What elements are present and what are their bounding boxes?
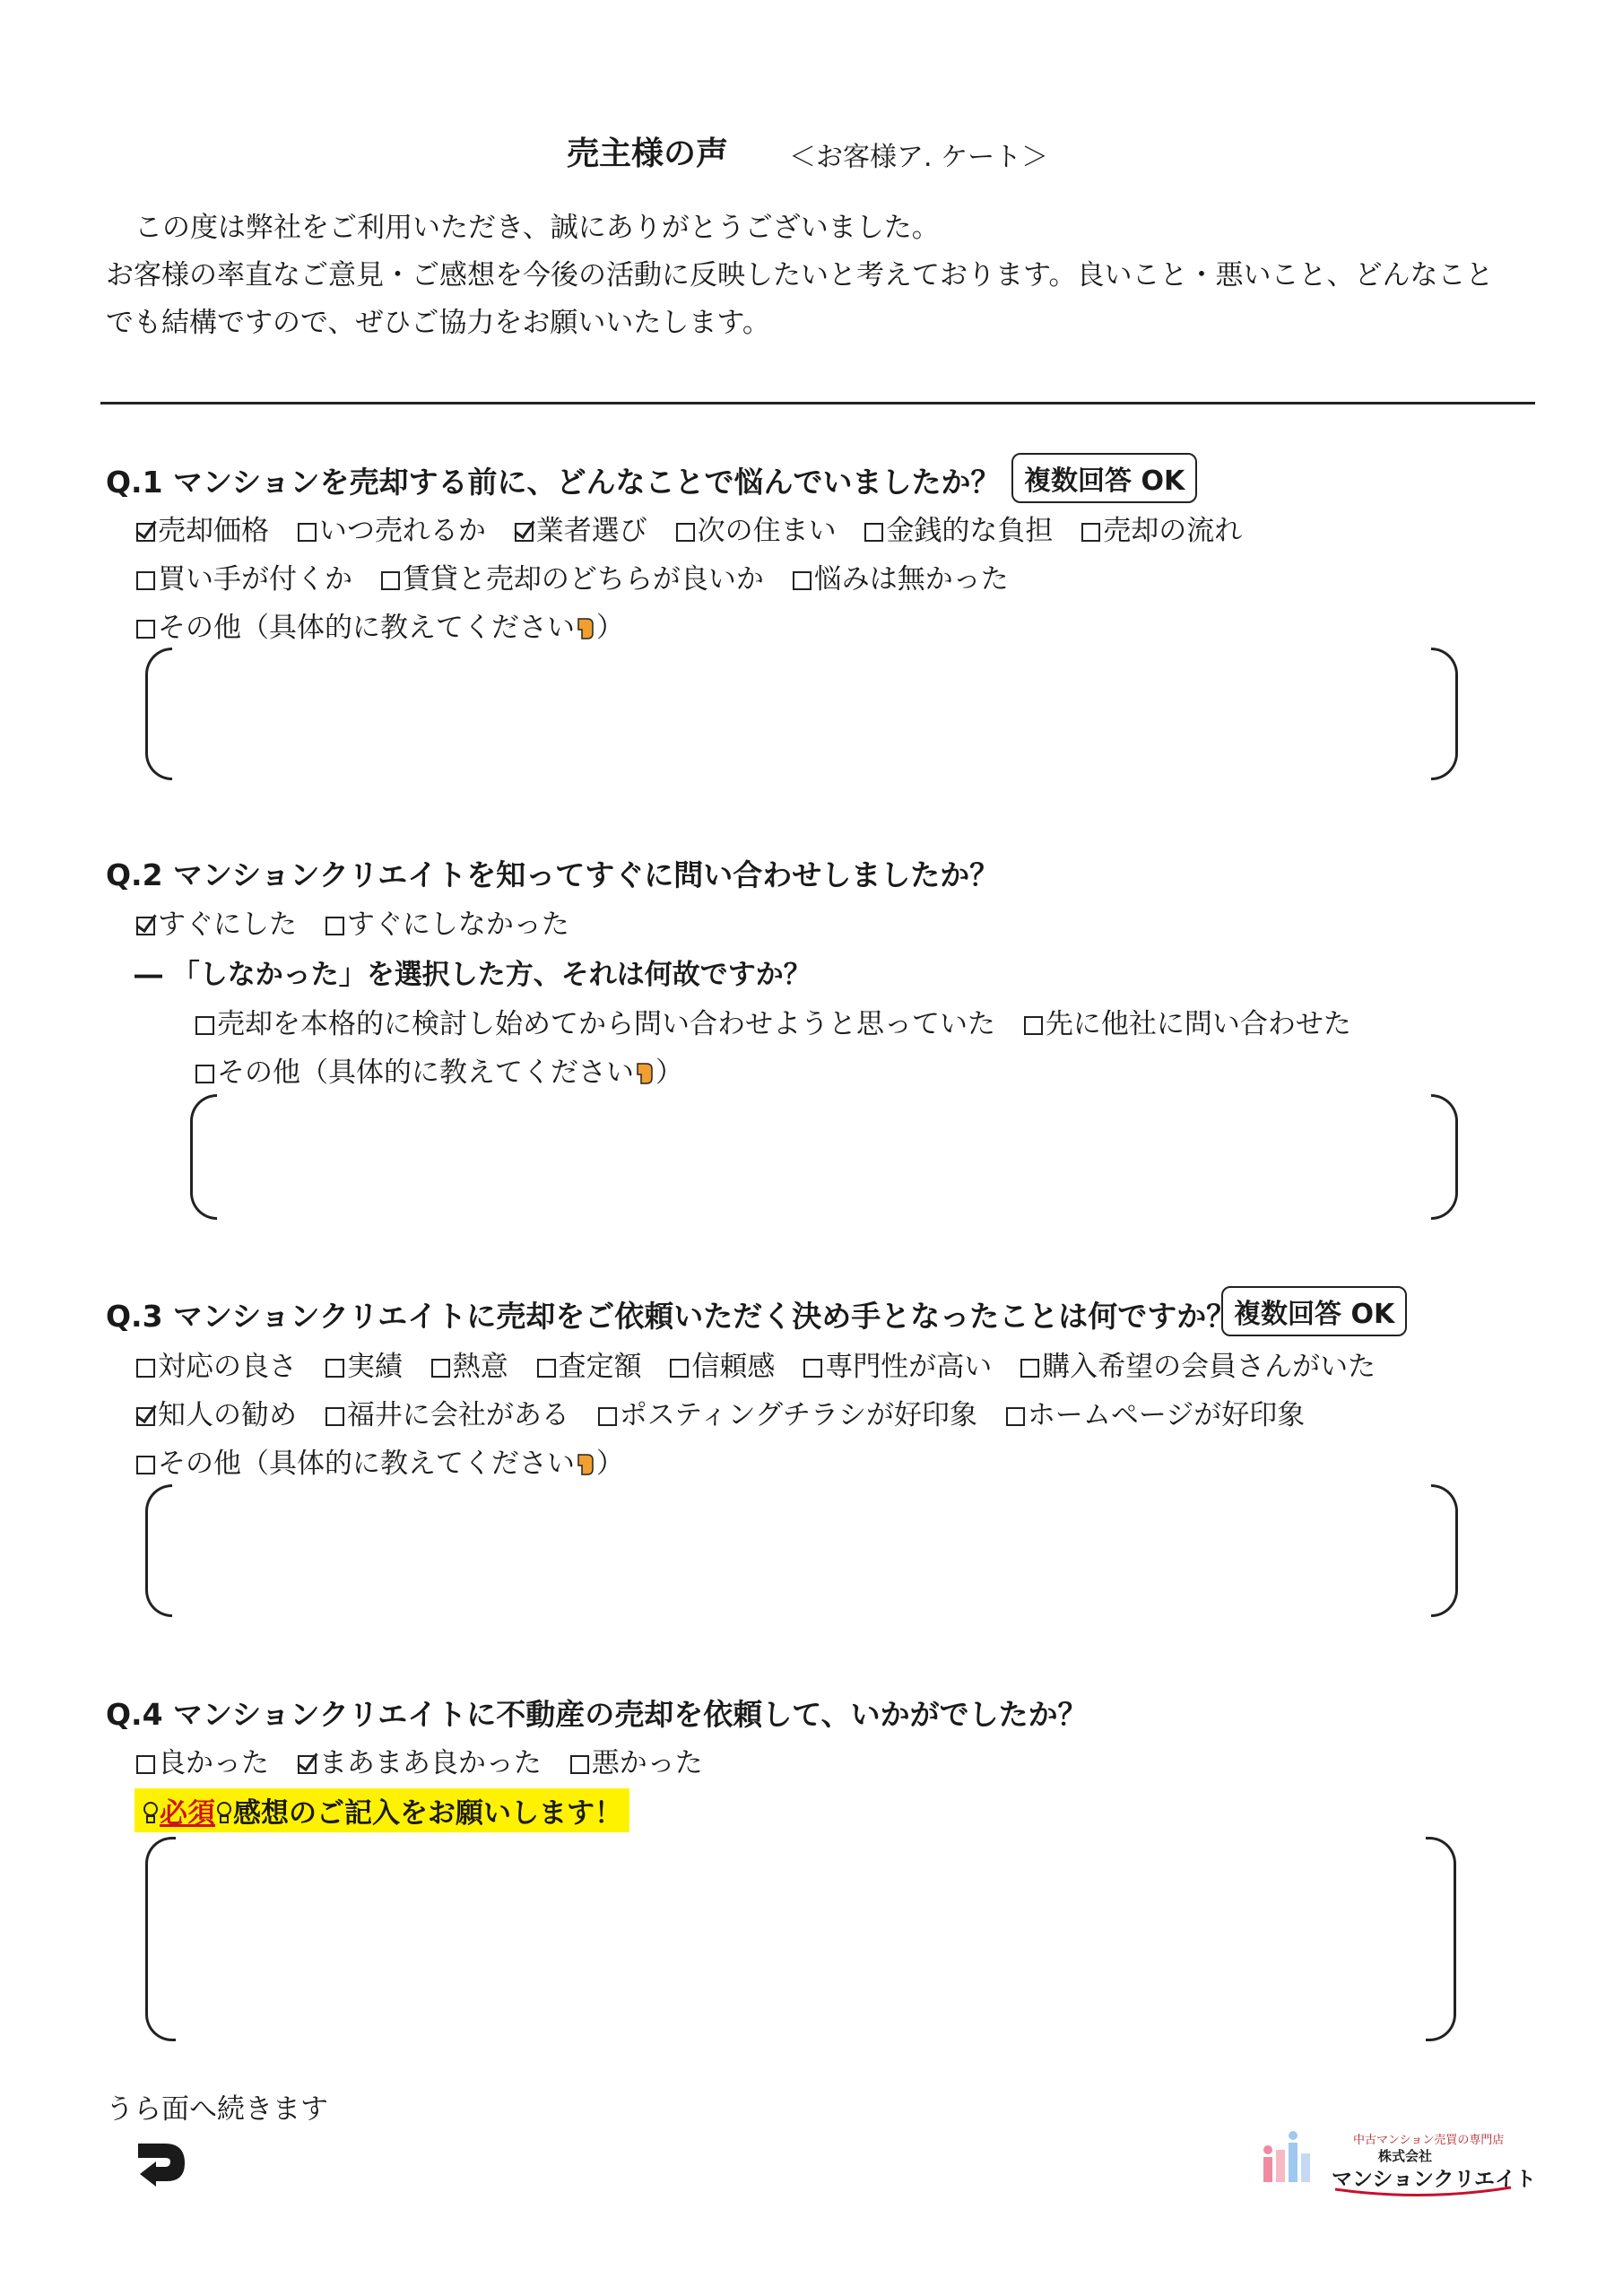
page-title: 売主様の声 <box>567 135 729 172</box>
checkbox[interactable] <box>431 1359 450 1378</box>
q2-options <box>136 901 569 942</box>
q3-option-fukui-office[interactable]: 福井に会社がある <box>325 1399 569 1431</box>
q2-option-immediately[interactable]: すぐにした <box>136 909 297 941</box>
intro-line-2: お客様の率直なご意見・ご感想を今後の活動に反映したいと考えております。良いこと・悪いこと、どんなこと <box>106 259 1494 291</box>
q1-option-flow[interactable]: 売却の流れ <box>1081 515 1242 547</box>
checkbox[interactable] <box>803 1359 822 1378</box>
checkbox[interactable] <box>136 620 155 639</box>
checkbox[interactable] <box>537 1359 556 1378</box>
q2-sub-option-considering[interactable]: 売却を本格的に検討し始めてから問い合わせようと思っていた <box>195 1008 995 1040</box>
logo-swoosh <box>1333 2186 1513 2198</box>
checkbox[interactable] <box>136 917 155 935</box>
q3-option-track-record[interactable]: 実績 <box>325 1351 403 1383</box>
intro-line-1: この度は弊社をご利用いただき、誠にありがとうございました。 <box>135 212 940 244</box>
checkbox[interactable] <box>195 1016 214 1035</box>
q3-question: Q.3 マンションクリエイトに売却をご依頼いただく決め手となったことは何ですか？ <box>106 1299 1237 1334</box>
q3-option-expertise[interactable]: 専門性が高い <box>803 1351 992 1383</box>
checkbox[interactable] <box>298 523 317 542</box>
checkbox[interactable] <box>136 1359 155 1378</box>
checkbox[interactable] <box>676 523 695 542</box>
q4-required-banner <box>135 1788 629 1832</box>
q4-comment-area[interactable] <box>184 1837 1421 2041</box>
checkbox[interactable] <box>325 1359 344 1378</box>
q3-option-appraisal[interactable]: 査定額 <box>537 1351 642 1383</box>
pointing-hand-icon <box>575 1451 596 1476</box>
q2-question: Q.2 マンションクリエイトを知ってすぐに問い合わせしましたか？ <box>106 857 1000 892</box>
lightbulb-icon <box>142 1801 160 1826</box>
q4-answer-bracket-left <box>145 1837 176 2041</box>
checkbox[interactable] <box>195 1065 214 1083</box>
q1-other-answer-area[interactable] <box>179 648 1426 780</box>
q1-option-timing[interactable]: いつ売れるか <box>298 515 486 547</box>
q3-answer-bracket-left <box>145 1484 172 1617</box>
logo-company-name: マンションクリエイト <box>1332 2168 1537 2191</box>
checkbox[interactable] <box>136 1407 155 1426</box>
q1-multi-answer-badge: 複数回答 OK <box>1011 453 1197 503</box>
q1-options-row-1 <box>136 508 1242 548</box>
q4-question: Q.4 マンションクリエイトに不動産の売却を依頼して、いかがでしたか？ <box>106 1697 1088 1732</box>
q4-option-good[interactable]: 良かった <box>136 1747 269 1779</box>
checkbox[interactable] <box>298 1755 317 1774</box>
q1-answer-bracket-right <box>1431 648 1458 780</box>
q3-answer-bracket-right <box>1431 1484 1458 1617</box>
q2-followup-question: ― 「しなかった」を選択した方、それは何故ですか？ <box>135 959 812 991</box>
turn-page-arrow-icon <box>135 2135 190 2187</box>
q4-option-bad[interactable]: 悪かった <box>570 1747 703 1779</box>
comment-prompt: 感想のご記入をお願いします！ <box>233 1797 622 1830</box>
q1-answer-bracket-left <box>145 648 172 780</box>
q2-other[interactable]: その他（具体的に教えてください ） <box>195 1049 683 1090</box>
q1-option-price[interactable]: 売却価格 <box>136 515 269 547</box>
checkbox[interactable] <box>136 571 155 590</box>
checkbox[interactable] <box>1024 1016 1043 1035</box>
checkbox[interactable] <box>515 523 534 542</box>
q3-option-enthusiasm[interactable]: 熱意 <box>431 1351 508 1383</box>
checkbox[interactable] <box>1081 523 1100 542</box>
q2-answer-bracket-right <box>1431 1094 1458 1220</box>
q2-sub-option-other-company[interactable]: 先に他社に問い合わせた <box>1024 1008 1351 1040</box>
q1-option-no-worries[interactable]: 悩みは無かった <box>793 563 1009 596</box>
q3-option-flyer[interactable]: ポスティングチラシが好印象 <box>598 1399 977 1431</box>
q3-other-answer-area[interactable] <box>179 1484 1426 1617</box>
q1-option-financial[interactable]: 金銭的な負担 <box>864 515 1053 547</box>
required-label: 必須 <box>160 1797 215 1830</box>
q3-options-row-1 <box>136 1344 1376 1384</box>
q3-option-members[interactable]: 購入希望の会員さんがいた <box>1020 1351 1376 1383</box>
checkbox[interactable] <box>1006 1407 1025 1426</box>
checkbox[interactable] <box>570 1755 589 1774</box>
q1-option-next-home[interactable]: 次の住まい <box>676 515 837 547</box>
q2-answer-bracket-left <box>190 1094 217 1220</box>
logo-tagline: 中古マンション売買の専門店 <box>1353 2134 1505 2147</box>
checkbox[interactable] <box>864 523 883 542</box>
q4-option-fairly-good[interactable]: まあまあ良かった <box>298 1747 542 1779</box>
checkbox[interactable] <box>325 917 344 935</box>
q3-multi-answer-badge: 複数回答 OK <box>1221 1286 1407 1336</box>
family-logo-icon <box>1260 2130 1332 2186</box>
logo-company-type: 株式会社 <box>1378 2148 1433 2164</box>
lightbulb-icon <box>215 1801 233 1826</box>
q3-option-referral[interactable]: 知人の勧め <box>136 1399 297 1431</box>
pointing-hand-icon <box>634 1060 655 1085</box>
checkbox[interactable] <box>136 1456 155 1474</box>
q2-option-not-immediately[interactable]: すぐにしなかった <box>325 909 569 941</box>
checkbox[interactable] <box>325 1407 344 1426</box>
q3-option-homepage[interactable]: ホームページが好印象 <box>1006 1399 1305 1431</box>
pointing-hand-icon <box>575 615 596 640</box>
q1-option-buyer[interactable]: 買い手が付くか <box>136 563 352 596</box>
q1-question: Q.1 マンションを売却する前に、どんなことで悩んでいましたか？ <box>106 465 1001 500</box>
checkbox[interactable] <box>136 1755 155 1774</box>
q1-option-agent[interactable]: 業者選び <box>515 515 647 547</box>
q2-sub-options <box>195 1001 1351 1041</box>
continue-to-back-text: うら面へ続きます <box>106 2093 328 2126</box>
q4-options <box>136 1740 703 1780</box>
q1-options-row-2 <box>136 556 1009 596</box>
q3-options-row-2 <box>136 1392 1305 1432</box>
q4-answer-bracket-right <box>1426 1837 1456 2041</box>
page-subtitle: ＜お客様ア. ケート＞ <box>789 142 1049 173</box>
q3-option-trust[interactable]: 信頼感 <box>670 1351 775 1383</box>
section-divider <box>100 402 1535 404</box>
checkbox[interactable] <box>381 571 400 590</box>
q1-option-rent-or-sell[interactable]: 賃貸と売却のどちらが良いか <box>381 563 764 596</box>
checkbox[interactable] <box>793 571 812 590</box>
checkbox[interactable] <box>136 523 155 542</box>
q3-other[interactable]: その他（具体的に教えてください ） <box>136 1440 624 1481</box>
q3-option-service[interactable]: 対応の良さ <box>136 1351 297 1383</box>
q1-other[interactable]: その他（具体的に教えてください ） <box>136 604 624 645</box>
intro-line-3: でも結構ですので、ぜひご協力をお願いいたします。 <box>106 307 770 339</box>
q2-other-answer-area[interactable] <box>224 1094 1426 1220</box>
checkbox[interactable] <box>670 1359 689 1378</box>
checkbox[interactable] <box>598 1407 617 1426</box>
checkbox[interactable] <box>1020 1359 1039 1378</box>
